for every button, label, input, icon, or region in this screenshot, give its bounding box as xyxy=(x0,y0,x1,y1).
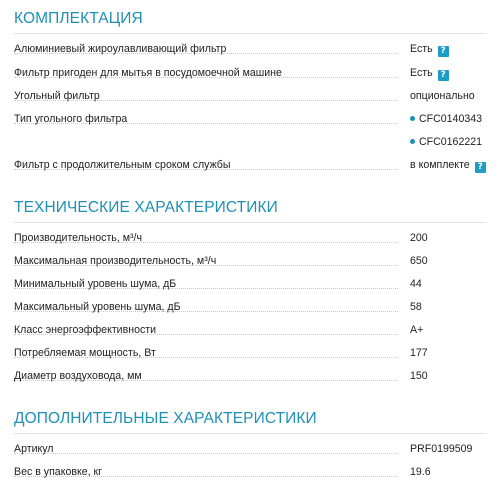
section-divider xyxy=(14,33,486,34)
spec-row-article xyxy=(14,441,486,457)
spec-value: Есть ? xyxy=(410,65,449,81)
spec-row-longlife-filter xyxy=(14,157,486,173)
bullet-dot-icon xyxy=(410,139,415,144)
spec-value: PRF0199509 xyxy=(410,443,473,455)
section-divider xyxy=(14,222,486,223)
spec-row-dishwasher-safe xyxy=(14,65,486,81)
help-icon[interactable]: ? xyxy=(475,162,486,173)
spec-value: 19.6 xyxy=(410,466,431,478)
spec-value: опционально xyxy=(410,90,475,102)
spec-value: 650 xyxy=(410,255,428,267)
spec-label: Производительность, м³/ч xyxy=(14,232,142,244)
spec-value: 200 xyxy=(410,232,428,244)
spec-value: Есть ? xyxy=(410,41,449,57)
spec-value: 150 xyxy=(410,370,428,382)
spec-row-carbon-filter-type xyxy=(14,111,486,127)
spec-label: Диаметр воздуховода, мм xyxy=(14,370,142,382)
bullet-dot-icon xyxy=(410,116,415,121)
spec-label: Максимальная производительность, м³/ч xyxy=(14,255,217,267)
spec-label: Фильтр с продолжительным сроком службы xyxy=(14,159,231,171)
spec-row-energy-class xyxy=(14,322,486,338)
spec-row-carbon-filter xyxy=(14,88,486,104)
section-divider xyxy=(14,433,486,434)
section-title-technical: ТЕХНИЧЕСКИЕ ХАРАКТЕРИСТИКИ xyxy=(14,199,278,216)
spec-label: Алюминиевый жироулавливающий фильтр xyxy=(14,43,227,55)
spec-label: Минимальный уровень шума, дБ xyxy=(14,278,177,290)
spec-row-package-weight xyxy=(14,464,486,480)
spec-value: 177 xyxy=(410,347,428,359)
spec-label: Вес в упаковке, кг xyxy=(14,466,102,478)
help-icon[interactable]: ? xyxy=(438,70,449,81)
spec-label: Угольный фильтр xyxy=(14,90,100,102)
spec-value: в комплекте ? xyxy=(410,157,486,173)
section-title-additional: ДОПОЛНИТЕЛЬНЫЕ ХАРАКТЕРИСТИКИ xyxy=(14,410,317,427)
spec-row-power xyxy=(14,345,486,361)
spec-label: Артикул xyxy=(14,443,54,455)
spec-row-max-throughput xyxy=(14,253,486,269)
spec-row-throughput xyxy=(14,230,486,246)
spec-value: 44 xyxy=(410,278,422,290)
spec-label: Потребляемая мощность, Вт xyxy=(14,347,156,359)
section-title-equipment: КОМПЛЕКТАЦИЯ xyxy=(14,10,143,27)
spec-row-min-noise xyxy=(14,276,486,292)
spec-row-max-noise xyxy=(14,299,486,315)
spec-label: Максимальный уровень шума, дБ xyxy=(14,301,181,313)
spec-row-carbon-filter-type-cont xyxy=(14,134,486,150)
spec-label: Класс энергоэффективности xyxy=(14,324,157,336)
spec-row-duct-diameter xyxy=(14,368,486,384)
help-icon[interactable]: ? xyxy=(438,46,449,57)
spec-value: A+ xyxy=(410,324,424,336)
spec-label: Тип угольного фильтра xyxy=(14,113,128,125)
spec-value-link[interactable]: CFC0162221 xyxy=(410,134,482,150)
spec-row-aluminum-filter xyxy=(14,41,486,57)
dotted-leader xyxy=(14,453,398,454)
spec-value: 58 xyxy=(410,301,422,313)
spec-label: Фильтр пригоден для мытья в посудомоечной машине xyxy=(14,67,282,79)
spec-value-link[interactable]: CFC0140343 xyxy=(410,111,482,127)
